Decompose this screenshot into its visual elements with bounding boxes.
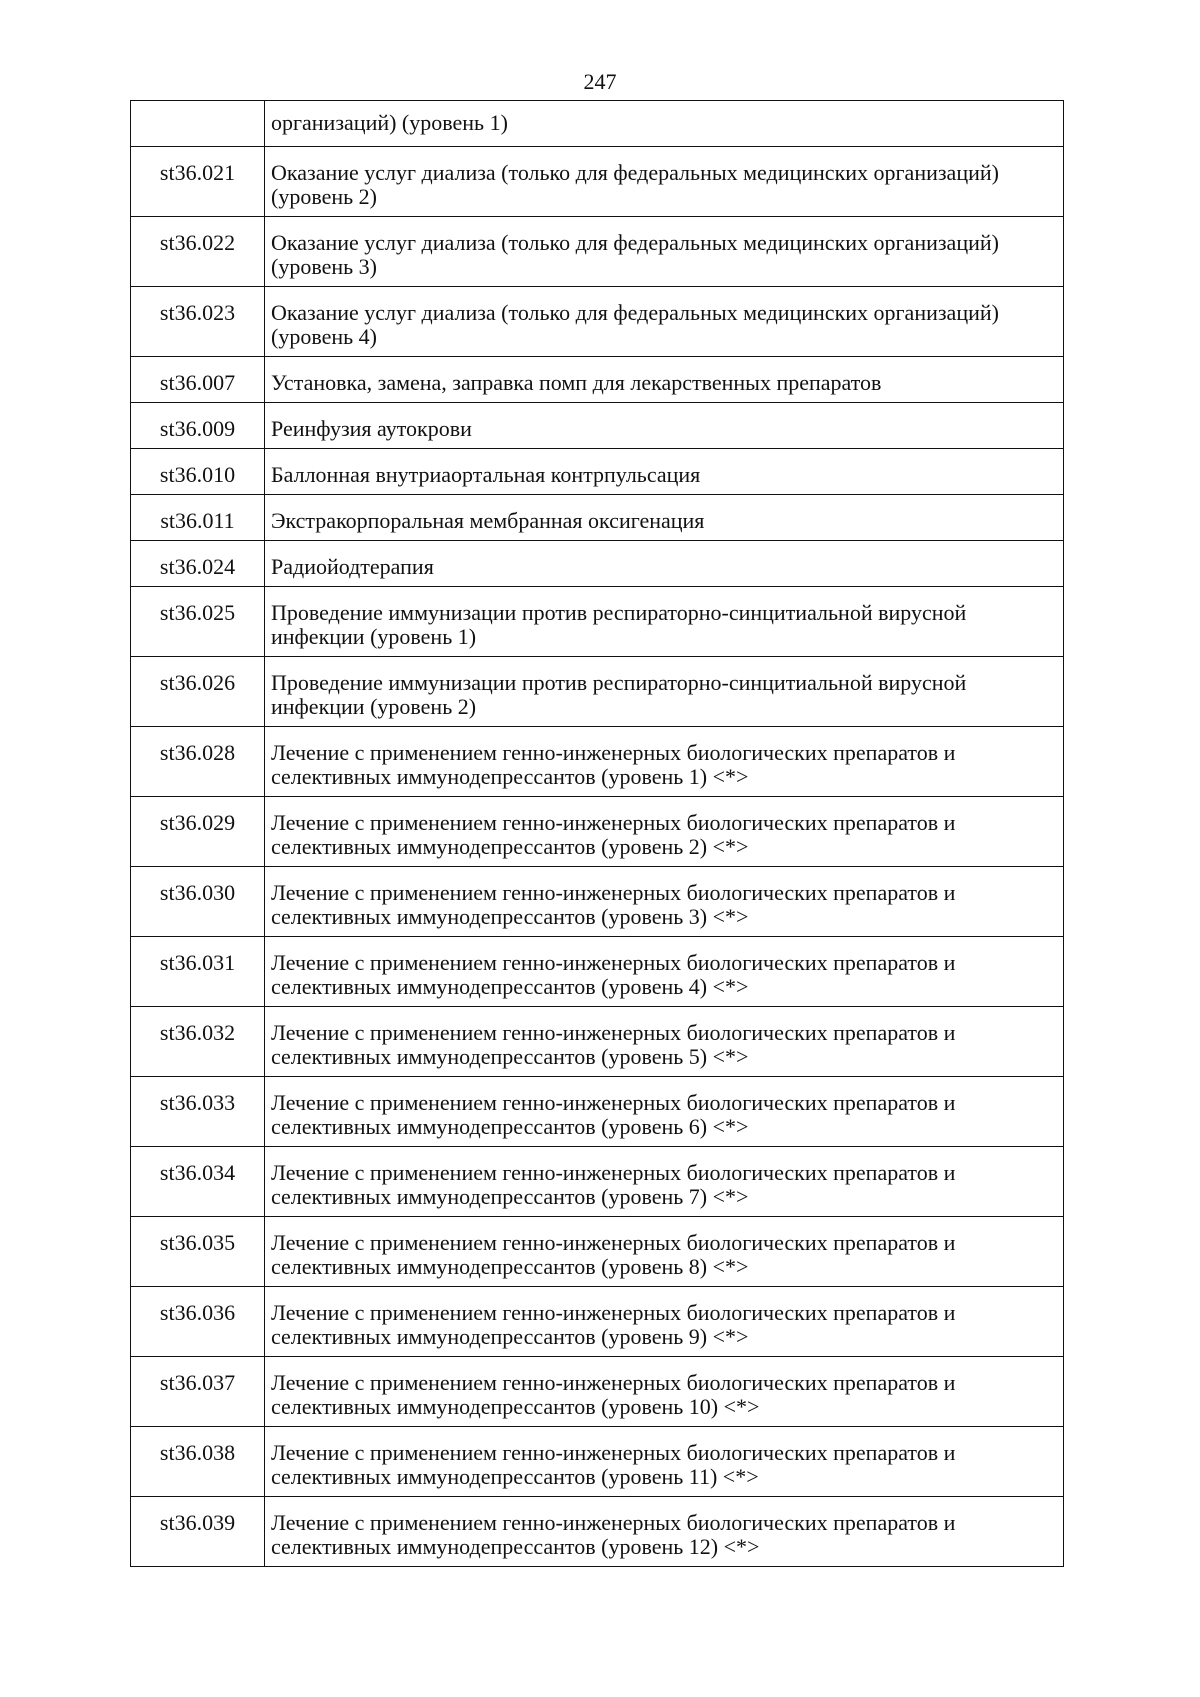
- name-cell: Экстракорпоральная мембранная оксигенация: [265, 495, 1064, 541]
- table-row: [131, 495, 1064, 541]
- table-row: [131, 587, 1064, 657]
- code-cell: st36.035: [131, 1217, 265, 1287]
- table-row: [131, 1217, 1064, 1287]
- name-cell: Лечение с применением генно-инженерных биологических препаратов и селективных иммунодепрессантов (уровень 3) <*>: [265, 867, 1064, 937]
- table-row: [131, 1007, 1064, 1077]
- table-row: [131, 101, 1064, 147]
- table-row: [131, 1077, 1064, 1147]
- table-row: [131, 1497, 1064, 1567]
- table-row: [131, 867, 1064, 937]
- table-row: [131, 937, 1064, 1007]
- code-cell: st36.026: [131, 657, 265, 727]
- table-row: [131, 1357, 1064, 1427]
- table-row: [131, 1147, 1064, 1217]
- table-row: [131, 1287, 1064, 1357]
- code-cell: st36.007: [131, 357, 265, 403]
- code-cell: st36.028: [131, 727, 265, 797]
- code-cell: st36.031: [131, 937, 265, 1007]
- name-cell: Лечение с применением генно-инженерных биологических препаратов и селективных иммунодепрессантов (уровень 12) <*>: [265, 1497, 1064, 1567]
- code-cell: st36.036: [131, 1287, 265, 1357]
- table-row: [131, 797, 1064, 867]
- code-cell: st36.038: [131, 1427, 265, 1497]
- name-cell: Лечение с применением генно-инженерных биологических препаратов и селективных иммунодепрессантов (уровень 1) <*>: [265, 727, 1064, 797]
- name-cell: Оказание услуг диализа (только для федеральных медицинских организаций) (уровень 3): [265, 217, 1064, 287]
- code-cell: [131, 101, 265, 147]
- code-cell: st36.011: [131, 495, 265, 541]
- code-cell: st36.022: [131, 217, 265, 287]
- code-cell: st36.030: [131, 867, 265, 937]
- name-cell: Проведение иммунизации против респираторно-синцитиальной вирусной инфекции (уровень 2): [265, 657, 1064, 727]
- name-cell: Баллонная внутриаортальная контрпульсация: [265, 449, 1064, 495]
- table-row: [131, 287, 1064, 357]
- name-cell: Лечение с применением генно-инженерных биологических препаратов и селективных иммунодепрессантов (уровень 8) <*>: [265, 1217, 1064, 1287]
- code-cell: st36.037: [131, 1357, 265, 1427]
- table-row: [131, 217, 1064, 287]
- name-cell: Лечение с применением генно-инженерных биологических препаратов и селективных иммунодепрессантов (уровень 5) <*>: [265, 1007, 1064, 1077]
- name-cell: Лечение с применением генно-инженерных биологических препаратов и селективных иммунодепрессантов (уровень 10) <*>: [265, 1357, 1064, 1427]
- table-row: [131, 357, 1064, 403]
- name-cell: Оказание услуг диализа (только для федеральных медицинских организаций) (уровень 2): [265, 147, 1064, 217]
- table-row: [131, 727, 1064, 797]
- name-cell: Проведение иммунизации против респираторно-синцитиальной вирусной инфекции (уровень 1): [265, 587, 1064, 657]
- code-cell: st36.039: [131, 1497, 265, 1567]
- table-row: [131, 541, 1064, 587]
- code-cell: st36.010: [131, 449, 265, 495]
- table-row: [131, 449, 1064, 495]
- code-cell: st36.029: [131, 797, 265, 867]
- code-cell: st36.021: [131, 147, 265, 217]
- name-cell: организаций) (уровень 1): [265, 101, 1064, 147]
- tariff-code-table: [130, 100, 1064, 1567]
- code-cell: st36.025: [131, 587, 265, 657]
- table-row: [131, 657, 1064, 727]
- code-cell: st36.024: [131, 541, 265, 587]
- name-cell: Оказание услуг диализа (только для федеральных медицинских организаций) (уровень 4): [265, 287, 1064, 357]
- code-cell: st36.033: [131, 1077, 265, 1147]
- name-cell: Реинфузия аутокрови: [265, 403, 1064, 449]
- name-cell: Лечение с применением генно-инженерных биологических препаратов и селективных иммунодепрессантов (уровень 9) <*>: [265, 1287, 1064, 1357]
- name-cell: Установка, замена, заправка помп для лекарственных препаратов: [265, 357, 1064, 403]
- table-row: [131, 403, 1064, 449]
- name-cell: Радиойодтерапия: [265, 541, 1064, 587]
- table-row: [131, 147, 1064, 217]
- table-row: [131, 1427, 1064, 1497]
- name-cell: Лечение с применением генно-инженерных биологических препаратов и селективных иммунодепрессантов (уровень 6) <*>: [265, 1077, 1064, 1147]
- code-cell: st36.032: [131, 1007, 265, 1077]
- name-cell: Лечение с применением генно-инженерных биологических препаратов и селективных иммунодепрессантов (уровень 11) <*>: [265, 1427, 1064, 1497]
- code-cell: st36.009: [131, 403, 265, 449]
- name-cell: Лечение с применением генно-инженерных биологических препаратов и селективных иммунодепрессантов (уровень 7) <*>: [265, 1147, 1064, 1217]
- page-number: 247: [583, 69, 617, 94]
- code-cell: st36.023: [131, 287, 265, 357]
- code-cell: st36.034: [131, 1147, 265, 1217]
- name-cell: Лечение с применением генно-инженерных биологических препаратов и селективных иммунодепрессантов (уровень 2) <*>: [265, 797, 1064, 867]
- name-cell: Лечение с применением генно-инженерных биологических препаратов и селективных иммунодепрессантов (уровень 4) <*>: [265, 937, 1064, 1007]
